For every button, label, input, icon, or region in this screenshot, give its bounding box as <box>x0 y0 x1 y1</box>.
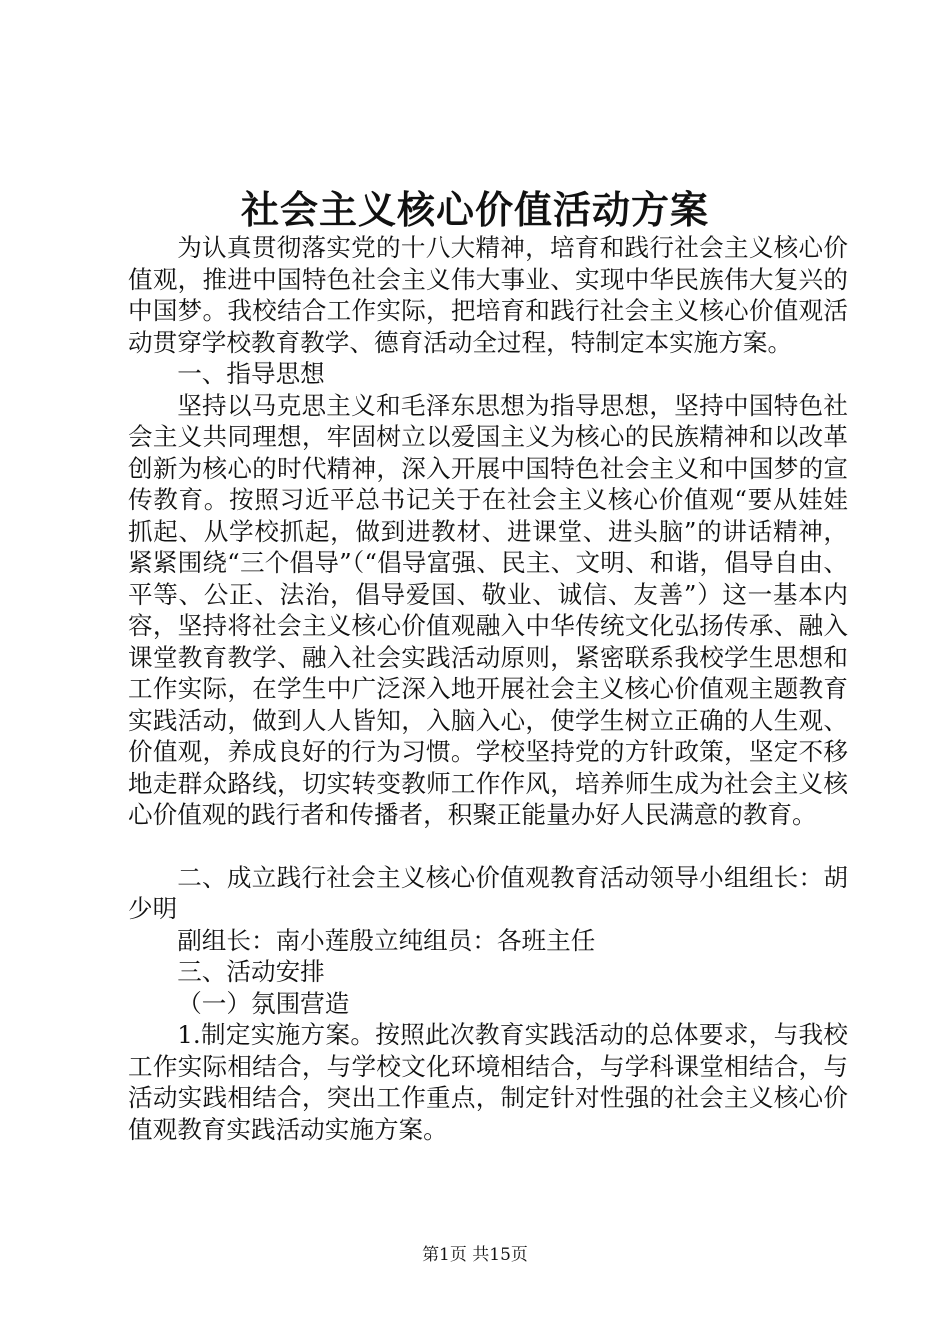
section-heading-guiding-thought: 一、指导思想 <box>177 359 325 388</box>
page-number-footer: 第1页 共15页 <box>422 1245 528 1265</box>
document-title: 社会主义核心价值活动方案 <box>240 187 709 232</box>
item-implementation-plan: 1.制定实施方案。按照此次教育实践活动的总体要求，与我校工作实际相结合，与学校文化环境相结合，与学科课堂相结合，与活动实践相结合，突出工作重点，制定针对性强的社会主义核心价值观教育实践活动实施方案。 <box>128 1020 848 1144</box>
section-heading-activity-arrangement: 三、活动安排 <box>177 957 325 986</box>
intro-paragraph: 为认真贯彻落实党的十八大精神，培育和践行社会主义核心价值观，推进中国特色社会主义伟大事业、实现中华民族伟大复兴的中国梦。我校结合工作实际，把培育和践行社会主义核心价值观活动贯穿学校教育教学、德育活动全过程，特制定本实施方案。 <box>128 233 848 357</box>
section-heading-leadership-group: 二、成立践行社会主义核心价值观教育活动领导小组组长：胡少明 <box>128 862 848 923</box>
subsection-heading-atmosphere: （一）氛围营造 <box>177 988 350 1018</box>
deputy-leader-line: 副组长：南小莲殷立纯组员：各班主任 <box>177 925 596 955</box>
guiding-thought-paragraph: 坚持以马克思主义和毛泽东思想为指导思想，坚持中国特色社会主义共同理想，牢固树立以爱国主义为核心的民族精神和以改革创新为核心的时代精神，深入开展中国特色社会主义和中国梦的宣传教育。按照习近平总书记关于在社会主义核心价值观“要从娃娃抓起、从学校抓起，做到进教材、进课堂、进头脑”的讲话精神，紧紧围绕“三个倡导”（“倡导富强、民主、文明、和谐，倡导自由、平等、公正、法治，倡导爱国、敬业、诚信、友善”）这一基本内容，坚持将社会主义核心价值观融入中华传统文化弘扬传承、融入课堂教育教学、融入社会实践活动原则，紧密联系我校学生思想和工作实际，在学生中广泛深入地开展社会主义核心价值观主题教育实践活动，做到人人皆知，入脑入心，使学生树立正确的人生观、价值观，养成良好的行为习惯。学校坚持党的方针政策，坚定不移地走群众路线，切实转变教师工作作风，培养师生成为社会主义核心价值观的践行者和传播者，积聚正能量办好人民满意的教育。 <box>128 390 848 829</box>
document-body <box>128 232 848 1145</box>
